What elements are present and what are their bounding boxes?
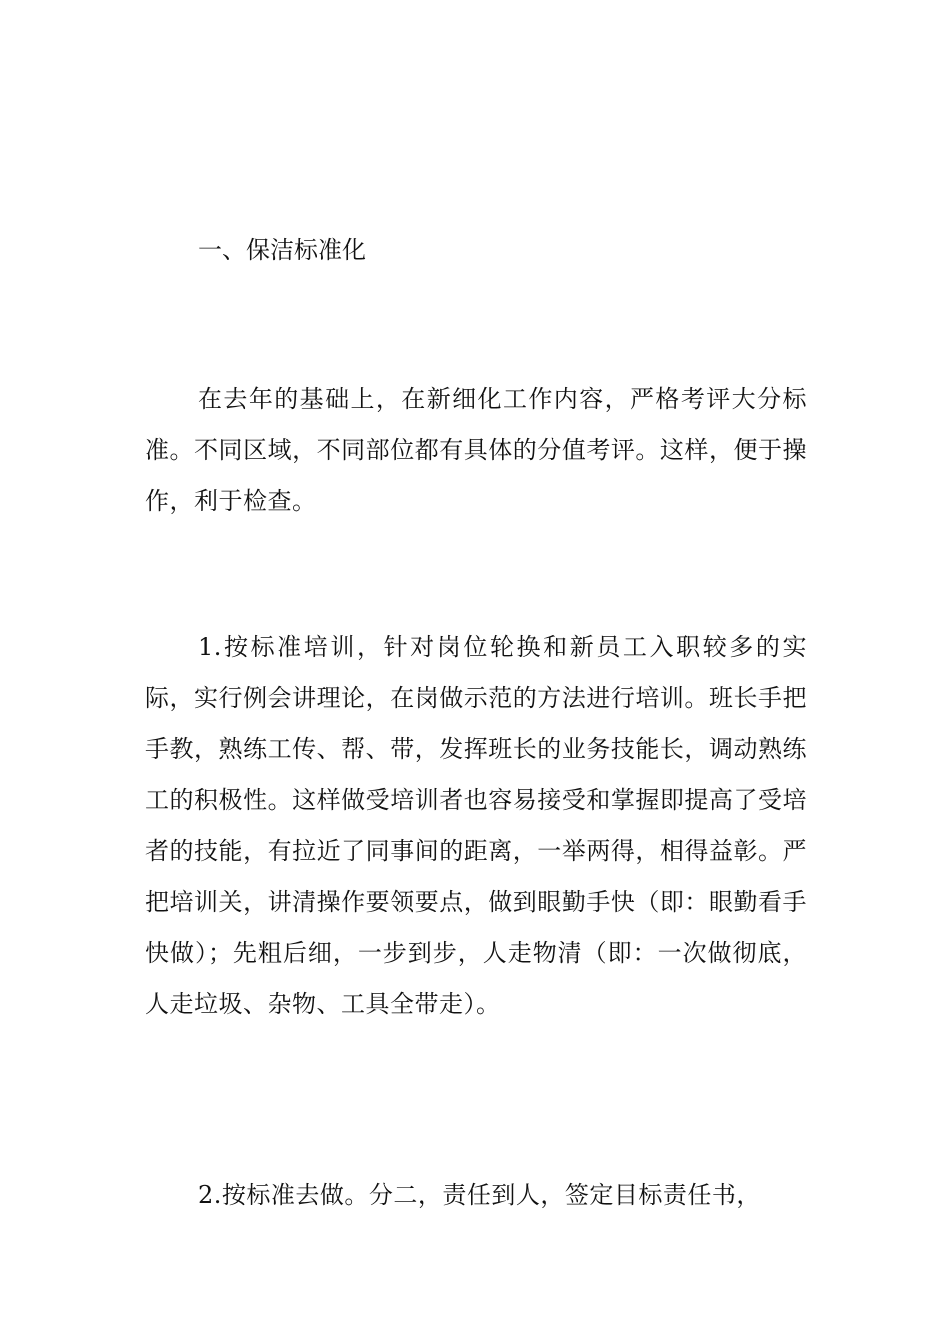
paragraph-training: 1.按标准培训，针对岗位轮换和新员工入职较多的实际，实行例会讲理论，在岗做示范的方法进行培训。班长手把手教，熟练工传、帮、带，发挥班长的业务技能长，调动熟练工的积极性。这样做受培训者也容易接受和掌握即提高了受培者的技能，有拉近了同事间的距离，一举两得，相得益彰。严把培训关，讲清操作要领要点，做到眼勤手快（即：眼勤看手快做）；先粗后细，一步到步，人走物清（即：一次做彻底，人走垃圾、杂物、工具全带走）。 [145, 633, 807, 1018]
paragraph-intro: 在去年的基础上，在新细化工作内容，严格考评大分标准。不同区域，不同部位都有具体的分值考评。这样，便于操作，利于检查。 [145, 385, 807, 515]
paragraph-standard: 2.按标准去做。分二，责任到人，签定目标责任书， [198, 1181, 761, 1209]
section-heading: 一、保洁标准化 [198, 236, 366, 264]
